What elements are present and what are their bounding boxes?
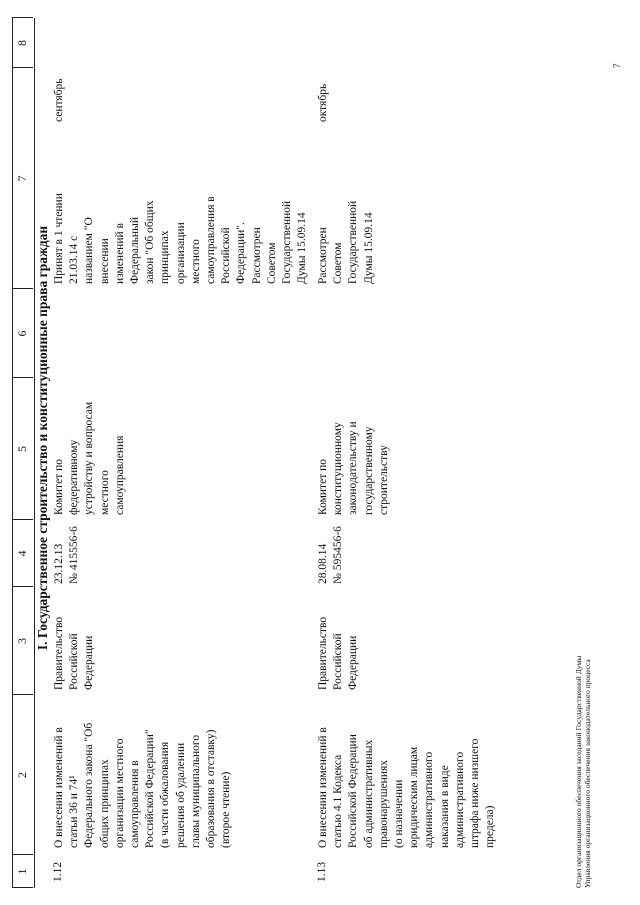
bill-committee: Комитет по федеративному устройству и вопросам местного самоуправления — [53, 401, 126, 515]
document-sheet — [12, 18, 622, 888]
column-divider — [12, 67, 33, 68]
column-number: 4 — [15, 550, 29, 557]
column-number: 5 — [15, 446, 29, 452]
column-divider — [12, 854, 33, 855]
column-number: 7 — [15, 175, 29, 182]
column-number: 6 — [15, 330, 29, 337]
column-number: 2 — [15, 772, 29, 778]
bill-registration: 28.08.14 № 595456-6 — [317, 526, 345, 584]
section-title: I. Государственное строительство и конституционные права граждан — [35, 225, 50, 651]
column-number-header — [12, 18, 35, 888]
bill-status: Рассмотрен Советом Государственной Думы 15.09.14 — [317, 200, 375, 284]
page-footer: Отдел организационного обеспечения заседаний Государственной Думы Управления организационного обеспечения законодательного процесса — [574, 655, 592, 888]
page-number: 7 — [612, 63, 622, 68]
column-divider — [12, 887, 33, 888]
column-divider — [12, 17, 33, 18]
column-divider — [12, 519, 33, 520]
bill-registration: 23.12.13 № 415556-6 — [53, 526, 81, 584]
column-divider — [12, 586, 33, 587]
bill-month: сентябрь — [53, 78, 65, 122]
column-number: 8 — [15, 40, 29, 46]
bill-committee: Комитет по конституционному законодательству и государственному строительству — [317, 421, 390, 515]
column-divider — [12, 288, 33, 289]
column-divider — [12, 694, 33, 695]
row-number: 1.12 — [52, 861, 64, 882]
bill-month: октябрь — [317, 83, 329, 122]
bill-author: Правительство Российской Федерации — [53, 616, 96, 690]
bill-status: Принят в 1 чтении 21.03.14 с названием "О внесении изменений в Федеральный закон "Об общих принципах организации местного самоуправления в Российской Федерации". Рассмотрен Советом Государственной Думы 15.09.14 — [53, 193, 309, 284]
column-number: 3 — [15, 638, 29, 644]
column-divider — [12, 377, 33, 378]
bill-title: О внесении изменений в статьи 36 и 74¹ Федерального закона "Об общих принципах организации местного самоуправления в Российской Федерации" (в части обжалования решения об удалении главы муниципального образования в отставку) (второе чтение) — [53, 722, 233, 848]
bill-title: О внесении изменений в статью 4.1 Кодекса Российской Федерации об административных правонарушениях (о назначении юридическим лицам административного наказания в виде административного штрафа ниже низшего предела) — [317, 727, 497, 848]
bill-author: Правительство Российской Федерации — [317, 616, 360, 690]
row-number: 1.13 — [316, 861, 328, 882]
column-number: 1 — [15, 868, 29, 875]
